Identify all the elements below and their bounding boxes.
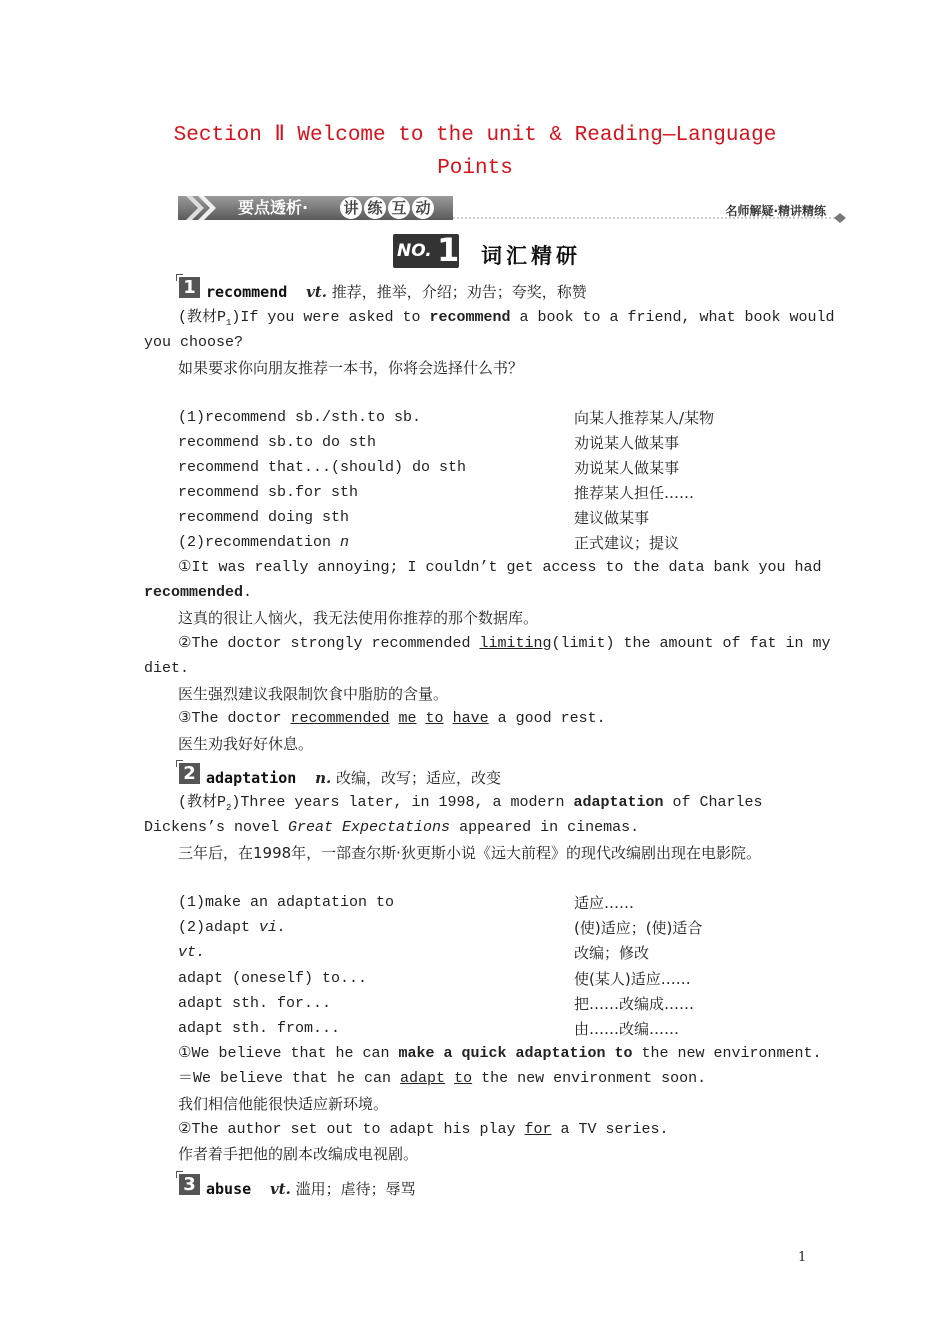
source-text: )If you were asked to xyxy=(231,309,430,326)
section-heading-label: 词汇精研 xyxy=(481,244,581,268)
phrase-en: adapt sth. from... xyxy=(178,1020,341,1037)
example-text: ①We believe that he can xyxy=(178,1045,399,1062)
example-1-line1: ①It was really annoying; I couldn’t get access to the data bank you had xyxy=(178,559,822,576)
example-answer: have xyxy=(452,710,489,727)
item-heading xyxy=(206,1179,416,1199)
item-number-badge: 2 xyxy=(179,763,200,784)
example-answer: adapt xyxy=(400,1070,446,1087)
banner-tag-2: 练 xyxy=(364,197,386,219)
item-meaning: 滥用；虐待；辱骂 xyxy=(295,1180,416,1198)
example-1-translation: 这真的很让人恼火，我无法使用你推荐的那个数据库。 xyxy=(178,609,539,627)
phrase-zh: 正式建议；提议 xyxy=(574,534,680,552)
phrase-en-pos: vi. xyxy=(259,919,287,936)
example-text: the new environment soon. xyxy=(472,1070,707,1087)
example-text: ②The doctor strongly recommended xyxy=(178,635,480,652)
example-2-translation: 医生强烈建议我限制饮食中脂肪的含量。 xyxy=(178,685,449,703)
source-keyword: recommend xyxy=(429,309,511,326)
example-answer: for xyxy=(524,1121,552,1138)
source-text: )Three years later, in 1998, a modern xyxy=(231,794,574,811)
item-word: adaptation xyxy=(206,769,297,787)
source-prefix: (教材P xyxy=(178,794,227,811)
phrase-en xyxy=(178,918,286,938)
banner-tag-1: 讲 xyxy=(340,197,362,219)
phrase-en: recommend sb.to do sth xyxy=(178,434,377,451)
phrase-en xyxy=(178,943,205,963)
source-prefix: (教材P xyxy=(178,309,227,326)
item-pos: n. xyxy=(315,769,332,787)
example-text: ③The doctor xyxy=(178,710,291,727)
item-word: abuse xyxy=(206,1180,252,1198)
example-answer: to xyxy=(454,1070,473,1087)
phrase-zh: 劝说某人做某事 xyxy=(574,434,680,452)
example-text: ＝We believe that he can xyxy=(178,1070,401,1087)
phrase-en-text: (2)recommendation xyxy=(178,534,341,551)
example-answer: limiting xyxy=(479,635,552,652)
source-page: 1 xyxy=(226,318,232,328)
example-answer: to xyxy=(425,710,444,727)
example-text: ②The author set out to adapt his play xyxy=(178,1121,525,1138)
example-text: a good rest. xyxy=(488,710,606,727)
page-number: 1 xyxy=(798,1250,807,1265)
section-badge-number: 1 xyxy=(437,231,460,269)
item-heading xyxy=(206,768,501,788)
source-translation: 如果要求你向朋友推荐一本书，你将会选择什么书？ xyxy=(178,359,524,377)
example-answer: recommended xyxy=(290,710,390,727)
phrase-zh: 推荐某人担任…… xyxy=(574,484,695,502)
example-keyword: recommended xyxy=(144,584,244,601)
source-sentence xyxy=(178,308,835,333)
phrase-en: adapt sth. for... xyxy=(178,995,332,1012)
section-badge-text: NO. xyxy=(397,241,432,261)
example-1-line2 xyxy=(144,583,252,603)
phrase-en: recommend sb.for sth xyxy=(178,484,359,501)
example-1-rewrite xyxy=(178,1069,706,1089)
item-number-badge: 3 xyxy=(179,1174,200,1195)
example-1-translation: 我们相信他能很快适应新环境。 xyxy=(178,1095,389,1113)
example-3-translation: 医生劝我好好休息。 xyxy=(178,735,314,753)
banner-dot: · xyxy=(302,198,309,217)
example-text: (limit) the amount of fat in my xyxy=(551,635,831,652)
item-meaning: 改编，改写；适应，改变 xyxy=(336,769,502,787)
document-title-line1: Section Ⅱ Welcome to the unit & Reading—Language xyxy=(173,124,777,147)
example-2-line2: diet. xyxy=(144,660,190,677)
example-text: a TV series. xyxy=(551,1121,669,1138)
example-1 xyxy=(178,1044,822,1064)
phrase-en: adapt (oneself) to... xyxy=(178,970,368,987)
example-keyword: make a quick adaptation to xyxy=(398,1045,633,1062)
phrase-en-pos: vt. xyxy=(178,944,206,961)
source-text: appeared in cinemas. xyxy=(450,819,640,836)
source-text-rest: a book to a friend, what book would xyxy=(510,309,835,326)
phrase-zh: 劝说某人做某事 xyxy=(574,459,680,477)
section-badge xyxy=(393,231,460,269)
banner-tag-3: 互 xyxy=(388,197,410,219)
source-sentence xyxy=(178,793,763,818)
item-heading xyxy=(206,282,587,302)
example-3 xyxy=(178,709,606,729)
phrase-en: recommend doing sth xyxy=(178,509,350,526)
phrase-zh: 建议做某事 xyxy=(574,509,650,527)
phrase-zh: 使(某人)适应…… xyxy=(574,970,691,988)
source-text: Dickens’s novel xyxy=(144,819,289,836)
example-answer: me xyxy=(398,710,417,727)
source-page: 2 xyxy=(226,803,232,813)
phrase-en-pos: n xyxy=(340,534,350,551)
phrase-zh: 把……改编成…… xyxy=(574,995,695,1013)
example-2-translation: 作者着手把他的剧本改编成电视剧。 xyxy=(178,1145,419,1163)
phrase-en: (1)make an adaptation to xyxy=(178,894,395,911)
phrase-zh: 向某人推荐某人/某物 xyxy=(574,409,715,427)
banner-right-label: 名师解疑·精讲精练 xyxy=(725,204,826,218)
section-heading xyxy=(393,231,613,270)
section-banner xyxy=(178,194,848,226)
source-sentence-line2 xyxy=(144,818,639,838)
example-text: the new environment. xyxy=(632,1045,822,1062)
item-pos: vt. xyxy=(269,1180,291,1198)
source-text-rest: of Charles xyxy=(663,794,763,811)
banner-tag-4: 动 xyxy=(412,197,434,219)
example-2 xyxy=(178,1120,669,1140)
item-meaning: 推荐，推举，介绍；劝告；夸奖，称赞 xyxy=(331,283,587,301)
source-translation: 三年后，在1998年，一部查尔斯·狄更斯小说《远大前程》的现代改编剧出现在电影院。 xyxy=(178,844,761,862)
phrase-zh: 由……改编…… xyxy=(574,1020,680,1038)
phrase-zh: (使)适应；(使)适合 xyxy=(574,919,703,937)
item-pos: vt. xyxy=(306,283,327,301)
phrase-en: recommend that...(should) do sth xyxy=(178,459,467,476)
phrase-en xyxy=(178,533,349,553)
banner-left-label: 要点透析 xyxy=(238,198,303,217)
phrase-zh: 改编；修改 xyxy=(574,944,650,962)
phrase-en-text: (2)adapt xyxy=(178,919,260,936)
source-keyword: adaptation xyxy=(573,794,664,811)
document-title-line2: Points xyxy=(437,157,513,180)
example-end: . xyxy=(243,584,253,601)
source-book-title: Great Expectations xyxy=(288,819,451,836)
phrase-en: (1)recommend sb./sth.to sb. xyxy=(178,409,422,426)
source-sentence-line2: you choose? xyxy=(144,334,244,351)
example-2-line1 xyxy=(178,634,831,654)
phrase-zh: 适应…… xyxy=(574,894,635,912)
item-word: recommend xyxy=(206,283,288,301)
item-number-badge: 1 xyxy=(179,277,200,298)
